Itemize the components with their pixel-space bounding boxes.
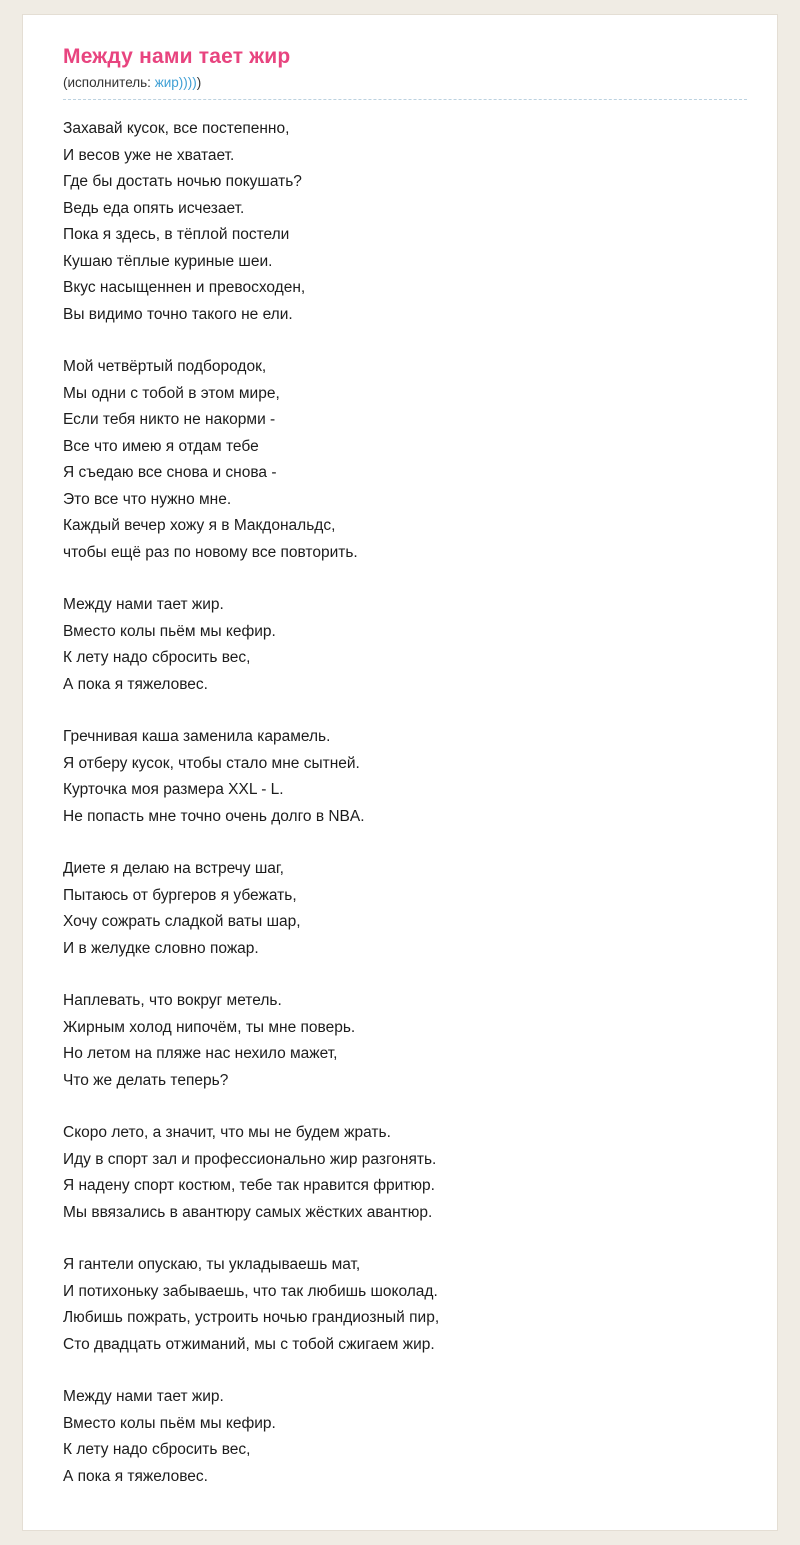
page-title: Между нами тает жир — [63, 45, 291, 68]
lyrics-line: Кушаю тёплые куриные шеи. — [63, 252, 273, 270]
lyrics-line: И потихоньку забываешь, что так любишь шоколад. — [63, 1282, 438, 1300]
lyrics-line: Сто двадцать отжиманий, мы с тобой сжигаем жир. — [63, 1335, 435, 1353]
lyrics-line: Диете я делаю на встречу шаг, — [63, 860, 284, 877]
artist-line — [63, 75, 747, 100]
lyrics-line: Иду в спорт зал и профессионально жир разгонять. — [63, 1150, 437, 1168]
lyrics-line: Гречнивая каша заменила карамель. — [63, 728, 331, 745]
lyrics-line: И весов уже не хватает. — [63, 146, 235, 164]
lyrics-line: Пытаюсь от бургеров я убежать, — [63, 886, 297, 904]
lyrics-sheet — [22, 14, 778, 1531]
lyrics-line: Между нами тает жир. — [63, 596, 224, 613]
artist-link[interactable]: жир)))) — [154, 75, 197, 90]
lyrics-line: Я надену спорт костюм, тебе так нравится фритюр. — [63, 1177, 435, 1194]
lyrics-line: Мой четвёртый подбородок, — [63, 358, 267, 375]
lyrics-line: Жирным холод нипочём, ты мне поверь. — [63, 1018, 356, 1036]
lyrics-stanza — [63, 354, 747, 566]
lyrics-line: Наплевать, что вокруг метель. — [63, 992, 282, 1009]
lyrics-line: Пока я здесь, в тёплой постели — [63, 226, 290, 243]
lyrics-line: Любишь пожрать, устроить ночью грандиозный пир, — [63, 1309, 440, 1326]
lyrics-body — [63, 116, 747, 1490]
lyrics-line: Если тебя никто не накорми - — [63, 411, 276, 428]
lyrics-line: Между нами тает жир. — [63, 1388, 224, 1405]
lyrics-line: Мы ввязались в авантюру самых жёстких авантюр. — [63, 1203, 433, 1221]
lyrics-line: Но летом на пляже нас нехило мажет, — [63, 1045, 338, 1062]
lyrics-line: К лету надо сбросить вес, — [63, 1441, 251, 1458]
lyrics-line: Я съедаю все снова и снова - — [63, 464, 277, 481]
lyrics-line: Захавай кусок, все постепенно, — [63, 120, 290, 137]
lyrics-stanza — [63, 724, 747, 830]
lyrics-line: Я гантели опускаю, ты укладываешь мат, — [63, 1256, 361, 1273]
lyrics-line: Мы одни с тобой в этом мире, — [63, 384, 280, 402]
lyrics-line: Что же делать теперь? — [63, 1071, 229, 1089]
lyrics-line: Вы видимо точно такого не ели. — [63, 305, 293, 323]
artist-suffix-label: ) — [196, 75, 202, 90]
lyrics-line: Все что имею я отдам тебе — [63, 437, 259, 455]
lyrics-stanza — [63, 988, 747, 1094]
lyrics-line: Скоро лето, а значит, что мы не будем жрать. — [63, 1124, 391, 1141]
lyrics-line: Это все что нужно мне. — [63, 490, 232, 508]
lyrics-line: Я отберу кусок, чтобы стало мне сытней. — [63, 754, 360, 772]
lyrics-stanza — [63, 856, 747, 962]
lyrics-line: А пока я тяжеловес. — [63, 675, 208, 693]
lyrics-line: Хочу сожрать сладкой ваты шар, — [63, 913, 301, 930]
lyrics-line: Вместо колы пьём мы кефир. — [63, 622, 276, 640]
lyrics-stanza — [63, 1252, 747, 1358]
lyrics-line: К лету надо сбросить вес, — [63, 649, 251, 666]
lyrics-line: чтобы ещё раз по новому все повторить. — [63, 543, 358, 561]
lyrics-line: Где бы достать ночью покушать? — [63, 173, 302, 190]
lyrics-line: Ведь еда опять исчезает. — [63, 199, 245, 217]
lyrics-stanza — [63, 1384, 747, 1490]
lyrics-line: Вместо колы пьём мы кефир. — [63, 1414, 276, 1432]
artist-prefix-label: (исполнитель: — [63, 75, 155, 90]
lyrics-stanza — [63, 1120, 747, 1226]
lyrics-stanza — [63, 592, 747, 698]
lyrics-line: Курточка моя размера XXL - L. — [63, 781, 284, 798]
lyrics-line: Не попасть мне точно очень долго в NBA. — [63, 807, 365, 825]
lyrics-line: И в желудке словно пожар. — [63, 939, 259, 957]
lyrics-line: А пока я тяжеловес. — [63, 1467, 208, 1485]
lyrics-line: Каждый вечер хожу я в Макдональдс, — [63, 517, 336, 534]
lyrics-stanza — [63, 116, 747, 328]
lyrics-line: Вкус насыщеннен и превосходен, — [63, 279, 306, 296]
